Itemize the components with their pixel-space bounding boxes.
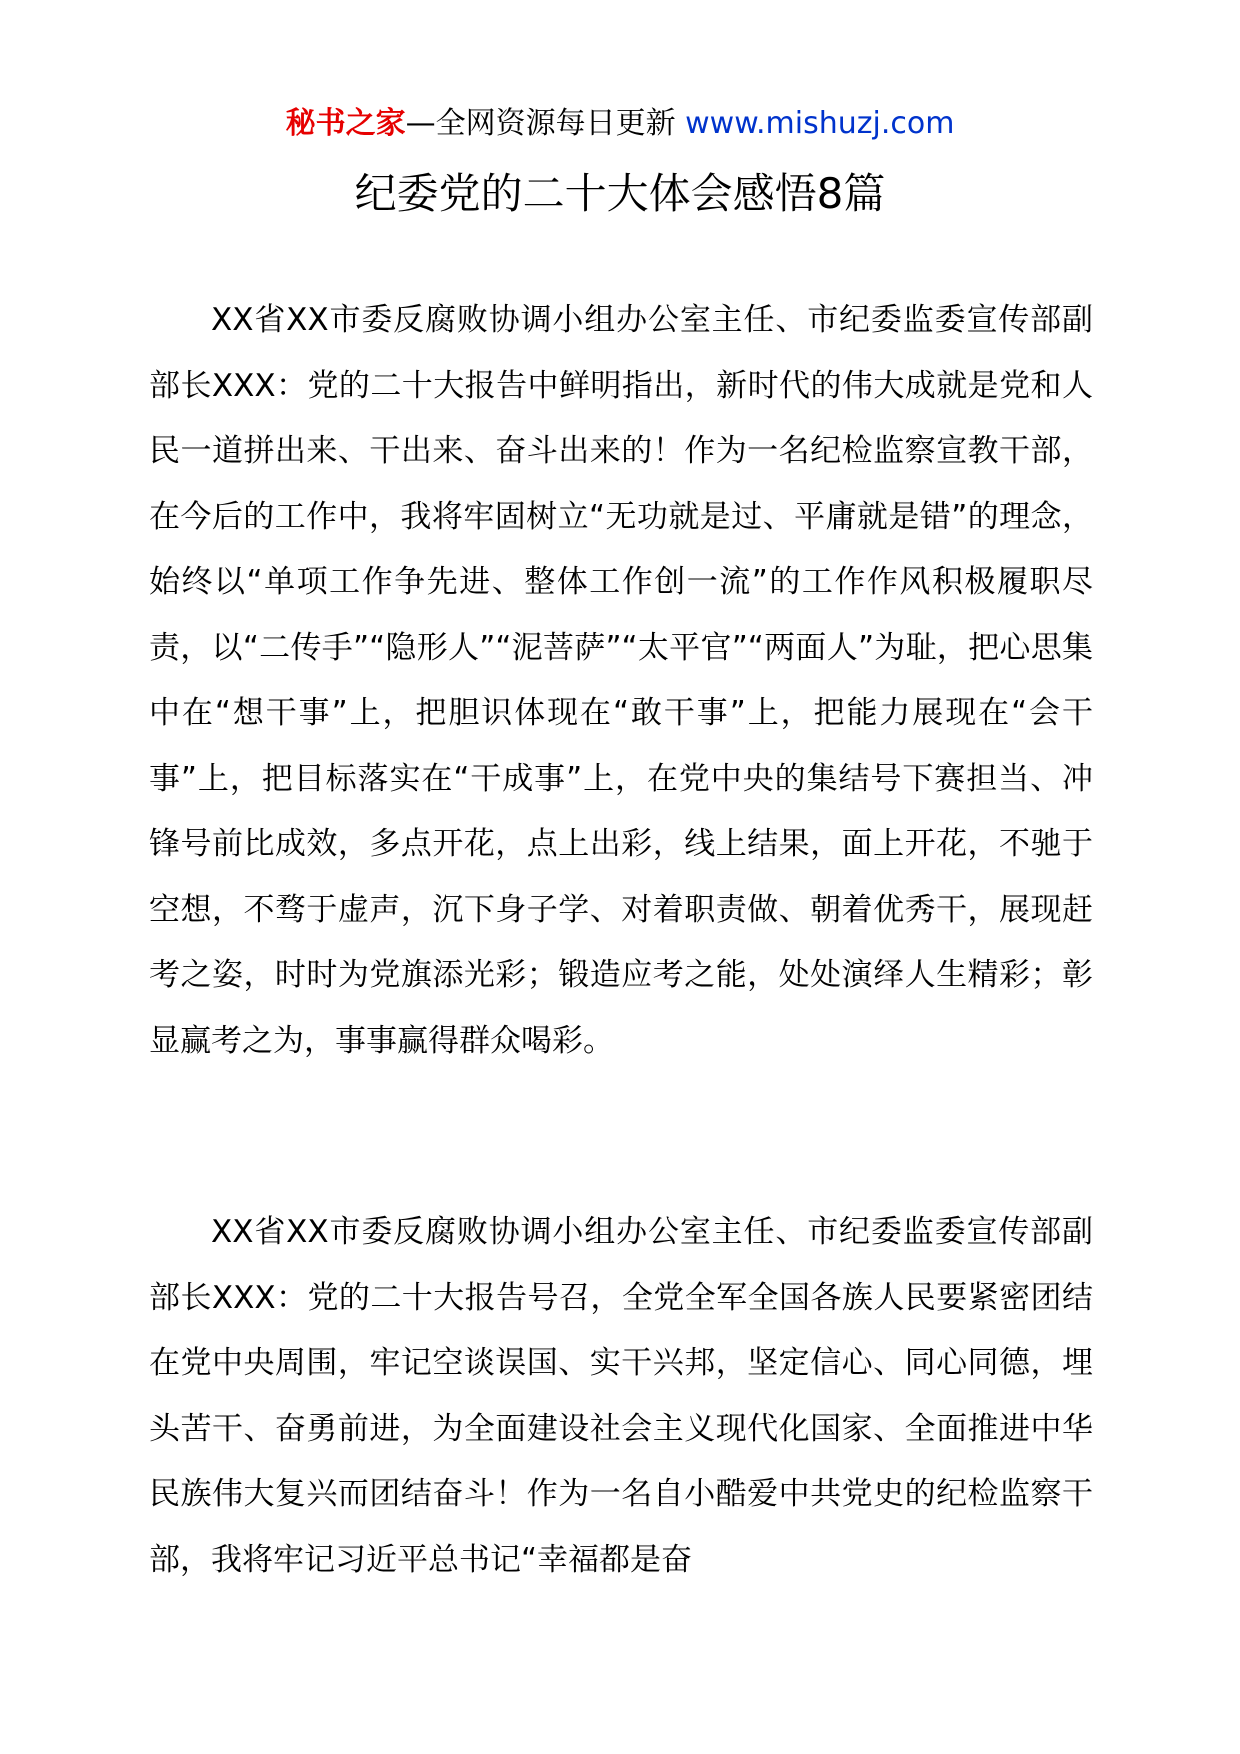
document-title: 纪委党的二十大体会感悟8篇 xyxy=(354,169,886,218)
brand-name: 秘书之家 xyxy=(285,106,406,141)
body-paragraph-2: XX省XX市委反腐败协调小组办公室主任、市纪委监委宣传部副部长XXX：党的二十大报告号召，全党全军全国各族人民要紧密团结在党中央周围，牢记空谈误国、实干兴邦，坚定信心、同心同德，埋头苦干、奋勇前进，为全面建设社会主义现代化国家、全面推进中华民族伟大复兴而团结奋斗！作为一名自小酷爱中共党史的纪检监察干部，我将牢记习近平总书记“幸福都是奋 xyxy=(149,1214,1093,1578)
body-paragraph-1: XX省XX市委反腐败协调小组办公室主任、市纪委监委宣传部副部长XXX：党的二十大报告中鲜明指出，新时代的伟大成就是党和人民一道拼出来、干出来、奋斗出来的！作为一名纪检监察宣教干部，在今后的工作中，我将牢固树立“无功就是过、平庸就是错”的理念，始终以“单项工作争先进、整体工作创一流”的工作作风积极履职尽责，以“二传手”“隐形人”“泥菩萨”“太平官”“两面人”为耻，把心思集中在“想干事”上，把胆识体现在“敢干事”上，把能力展现在“会干事”上，把目标落实在“干成事”上，在党中央的集结号下赛担当、冲锋号前比成效，多点开花，点上出彩，线上结果，面上开花，不驰于空想，不骛于虚声，沉下身子学、对着职责做、朝着优秀干，展现赶考之姿，时时为党旗添光彩；锻造应考之能，处处演绎人生精彩；彰显赢考之为，事事赢得群众喝彩。 xyxy=(149,302,1093,1059)
site-banner xyxy=(0,104,1240,144)
site-url-link[interactable]: www.mishuzj.com xyxy=(685,106,955,141)
banner-tagline: —全网资源每日更新 xyxy=(405,106,686,141)
